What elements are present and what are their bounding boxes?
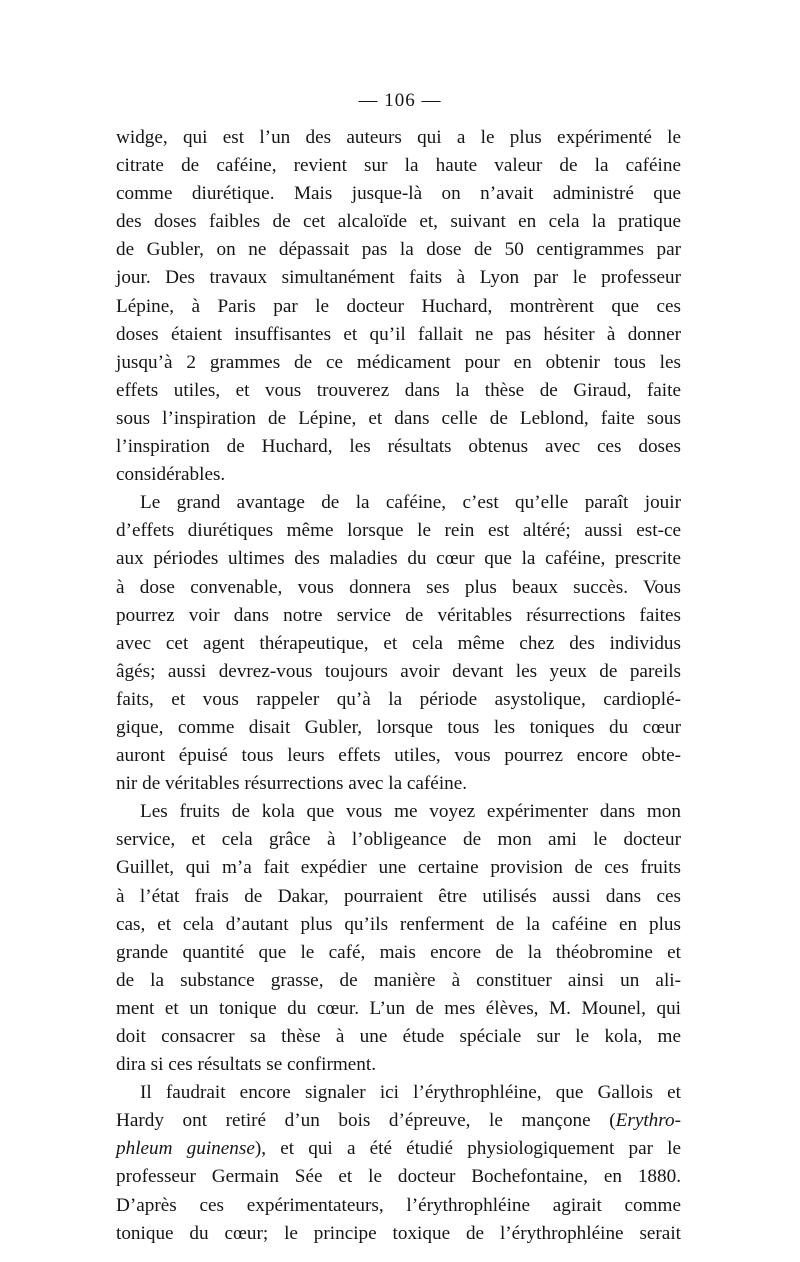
text-line: considérables. (116, 464, 226, 486)
text-line: jour. Des travaux simultanément faits à Lyon par le professeur (116, 267, 681, 289)
text-line: auront épuisé tous leurs effets utiles, vous pourrez encore obte- (116, 745, 681, 767)
text-line: grande quantité que le café, mais encore de la théobromine et (116, 941, 681, 963)
text-line-with-italic (116, 1135, 681, 1163)
text-segment: ), et qui a été étudié physiologiquement par le (254, 1138, 681, 1160)
text-line: ment et un tonique du cœur. L’un de mes élèves, M. Mounel, qui (116, 997, 681, 1019)
text-line: faits, et vous rappeler qu’à la période asystolique, cardioplé- (116, 688, 681, 710)
text-segment: Hardy ont retiré d’un bois d’épreuve, le mançone ( (116, 1110, 616, 1132)
text-line: de la substance grasse, de manière à constituer ainsi un ali- (116, 969, 681, 991)
text-line: doit consacrer sa thèse à une étude spéciale sur le kola, me (116, 1026, 681, 1047)
text-line: nir de véritables résurrections avec la caféine. (116, 773, 468, 795)
text-line: Le grand avantage de la caféine, c’est qu’elle paraît jouir (140, 492, 681, 514)
text-line: service, et cela grâce à l’obligeance de mon ami le docteur (116, 829, 681, 851)
paragraph-3 (116, 798, 681, 1079)
text-line: tonique du cœur; le principe toxique de l’érythrophléine serait (116, 1222, 681, 1244)
text-line: d’effets diurétiques même lorsque le rein est altéré; aussi est-ce (116, 520, 681, 542)
text-line: D’après ces expérimentateurs, l’érythrophléine agirait comme (116, 1194, 681, 1216)
text-line: aux périodes ultimes des maladies du cœur que la caféine, prescrite (116, 548, 681, 570)
text-line: comme diurétique. Mais jusque-là on n’avait administré que (116, 183, 681, 205)
text-line: l’inspiration de Huchard, les résultats obtenus avec ces doses (116, 436, 681, 458)
text-line: des doses faibles de cet alcaloïde et, suivant en cela la pratique (116, 211, 681, 233)
text-line: de Gubler, on ne dépassait pas la dose de 50 centigrammes par (116, 239, 681, 261)
text-line: pourrez voir dans notre service de véritables résurrections faites (116, 604, 681, 626)
paragraph-1 (116, 124, 681, 489)
page-number: — 106 — (358, 90, 442, 111)
italic-species-name: Erythro- (615, 1110, 681, 1132)
text-line: professeur Germain Sée et le docteur Bochefontaine, en 1880. (116, 1166, 681, 1188)
text-line-with-italic (116, 1107, 681, 1135)
text-line: sous l’inspiration de Lépine, et dans celle de Leblond, faite sous (116, 407, 681, 429)
text-line: cas, et cela d’autant plus qu’ils renferment de la caféine en plus (116, 913, 681, 935)
text-line: citrate de caféine, revient sur la haute valeur de la caféine (116, 155, 681, 177)
text-line: Guillet, qui m’a fait expédier une certaine provision de ces fruits (116, 857, 681, 879)
text-line: effets utiles, et vous trouverez dans la thèse de Giraud, faite (116, 379, 681, 401)
text-line: doses étaient insuffisantes et qu’il fallait ne pas hésiter à donner (116, 323, 681, 345)
text-line: à l’état frais de Dakar, pourraient être utilisés aussi dans ces (116, 885, 681, 907)
body-text (116, 124, 681, 1248)
text-line: âgés; aussi devrez-vous toujours avoir devant les yeux de pareils (116, 660, 681, 682)
text-line: widge, qui est l’un des auteurs qui a le plus expérimenté le (116, 127, 681, 148)
text-line: jusqu’à 2 grammes de ce médicament pour en obtenir tous les (116, 351, 681, 373)
text-line: avec cet agent thérapeutique, et cela même chez des individus (116, 632, 681, 654)
text-line: gique, comme disait Gubler, lorsque tous les toniques du cœur (116, 716, 681, 738)
text-line: dira si ces résultats se confirment. (116, 1054, 377, 1076)
paragraph-4 (116, 1079, 681, 1248)
text-line: Il faudrait encore signaler ici l’érythrophléine, que Gallois et (140, 1082, 681, 1104)
text-line: Les fruits de kola que vous me voyez expérimenter dans mon (140, 801, 681, 823)
paragraph-2 (116, 489, 681, 798)
italic-species-name: phleum guinense (116, 1138, 255, 1160)
text-line: Lépine, à Paris par le docteur Huchard, montrèrent que ces (116, 295, 681, 317)
text-line: à dose convenable, vous donnera ses plus beaux succès. Vous (116, 576, 681, 598)
